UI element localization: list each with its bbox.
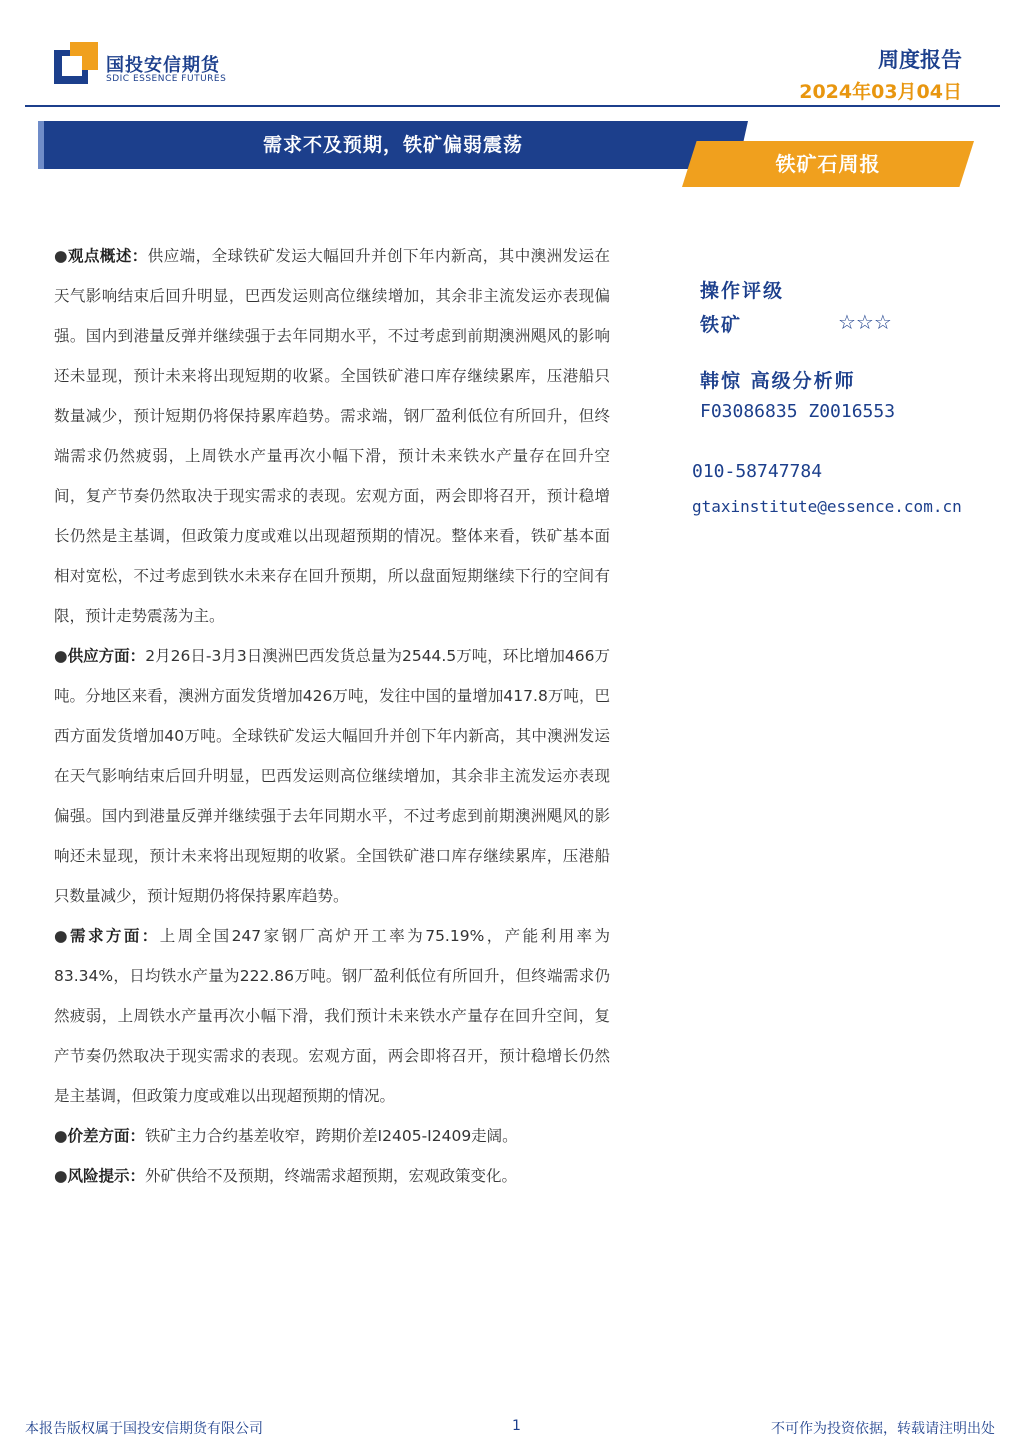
contact-email[interactable]: gtaxinstitute@essence.com.cn	[692, 497, 962, 516]
page-number: 1	[512, 1418, 521, 1434]
contact-phone: 010-58747784	[692, 461, 823, 482]
company-name-en: SDIC ESSENCE FUTURES	[106, 74, 227, 84]
company-name-cn: 国投安信期货	[106, 55, 220, 76]
rating-commodity: 铁矿	[700, 314, 743, 336]
risk-paragraph	[54, 1156, 610, 1196]
bullet-icon: ●	[54, 647, 68, 665]
demand-text: 上周全国247家钢厂高炉开工率为75.19%，产能利用率为83.34%，日均铁水产量为222.86万吨。钢厂盈利低位有所回升，但终端需求仍然疲弱，上周铁水产量再次小幅下滑，我们预计未来铁水产量存在回升空间，复产节奏仍然取决于现实需求的表现。宏观方面，两会即将召开，预计稳增长仍然是主基调，但政策力度或难以出现超预期的情况。	[54, 927, 610, 1105]
header-divider	[25, 105, 1000, 107]
report-type: 周度报告	[878, 48, 962, 72]
summary-label: 观点概述：	[67, 247, 148, 265]
analyst-certificates: F03086835 Z0016553	[700, 401, 896, 422]
demand-paragraph	[54, 916, 610, 1116]
bullet-icon: ●	[54, 247, 68, 265]
supply-label: 供应方面：	[67, 647, 146, 665]
spread-paragraph	[54, 1116, 610, 1156]
bullet-icon: ●	[54, 1167, 68, 1185]
rating-title: 操作评级	[700, 280, 785, 302]
company-logo	[54, 42, 254, 88]
supply-text: 2月26日-3月3日澳洲巴西发货总量为2544.5万吨，环比增加466万吨。分地区来看，澳洲方面发货增加426万吨，发往中国的量增加417.8万吨，巴西方面发货增加40万吨。全球铁矿发运大幅回升并创下年内新高，其中澳洲发运在天气影响结束后回升明显，巴西发运则高位继续增加，其余非主流发运亦表现偏强。国内到港量反弹并继续强于去年同期水平，不过考虑到前期澳洲飓风的影响还未显现，预计未来将出现短期的收紧。全国铁矿港口库存继续累库，压港船只数量减少，预计短期仍将保持累库趋势。	[54, 647, 610, 905]
spread-text: 铁矿主力合约基差收窄，跨期价差I2405-I2409走阔。	[145, 1127, 518, 1145]
risk-text: 外矿供给不及预期，终端需求超预期，宏观政策变化。	[145, 1167, 518, 1185]
analyst-name: 韩惊 高级分析师	[700, 370, 856, 392]
demand-label: 需求方面：	[69, 927, 160, 945]
spread-label: 价差方面：	[67, 1127, 146, 1145]
bullet-icon: ●	[54, 927, 70, 945]
footer-disclaimer: 不可作为投资依据，转载请注明出处	[771, 1421, 995, 1437]
report-body	[54, 236, 610, 1196]
rating-stars-icon: ☆☆☆	[838, 310, 892, 334]
summary-text: 供应端，全球铁矿发运大幅回升并创下年内新高，其中澳洲发运在天气影响结束后回升明显，巴西发运则高位继续增加，其余非主流发运亦表现偏强。国内到港量反弹并继续强于去年同期水平，不过考虑到前期澳洲飓风的影响还未显现，预计未来将出现短期的收紧。全国铁矿港口库存继续累库，压港船只数量减少，预计短期仍将保持累库趋势。需求端，钢厂盈利低位有所回升，但终端需求仍然疲弱，上周铁水产量再次小幅下滑，预计未来铁水产量存在回升空间，复产节奏仍然取决于现实需求的表现。宏观方面，两会即将召开，预计稳增长仍然是主基调，但政策力度或难以出现超预期的情况。整体来看，铁矿基本面相对宽松，不过考虑到铁水未来存在回升预期，所以盘面短期继续下行的空间有限，预计走势震荡为主。	[54, 247, 610, 625]
report-date: 2024年03月04日	[799, 81, 962, 103]
report-title: 需求不及预期，铁矿偏弱震荡	[262, 134, 523, 156]
footer-copyright: 本报告版权属于国投安信期货有限公司	[25, 1421, 263, 1437]
summary-paragraph	[54, 236, 610, 636]
company-logo-icon	[54, 42, 98, 86]
supply-paragraph	[54, 636, 610, 916]
risk-label: 风险提示：	[67, 1167, 146, 1185]
report-tag: 铁矿石周报	[775, 152, 881, 176]
bullet-icon: ●	[54, 1127, 68, 1145]
